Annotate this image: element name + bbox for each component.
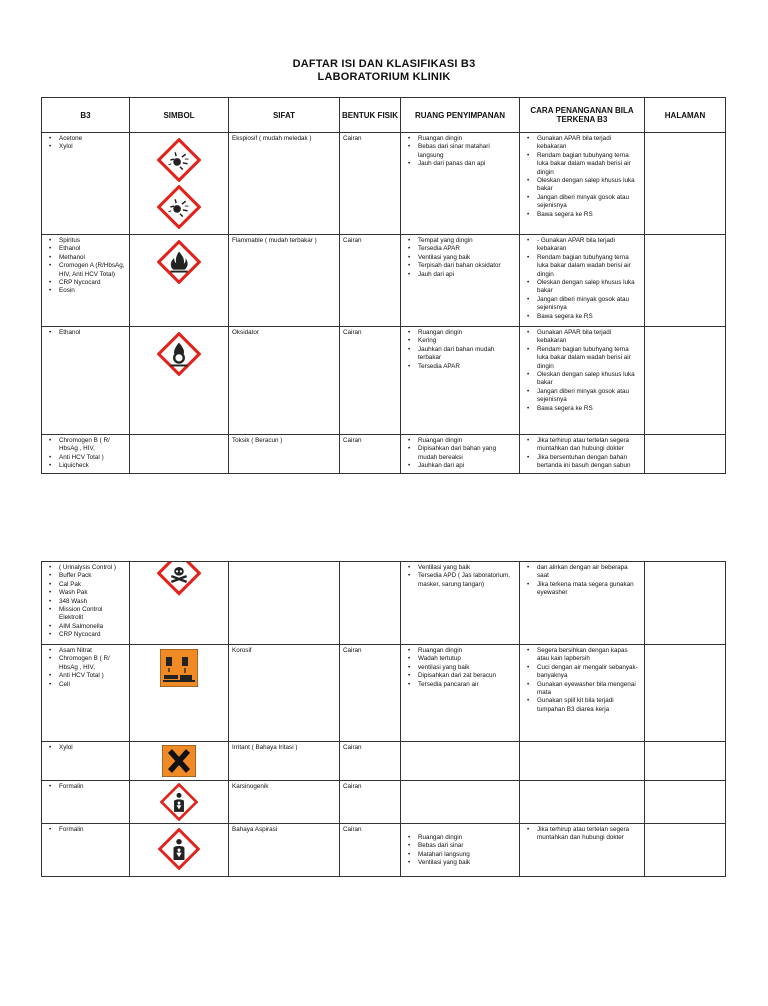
ruang-item: • Jauhkan dari bahan mudah terbakar [412, 346, 516, 363]
cara-item: • Rendam bagian tubuhyang terna luka bakar dalam wadah berisi air dingin [531, 346, 641, 371]
ruang-item: • Ruangan dingin [412, 135, 516, 143]
b3-item: • Anti HCV Total ) [53, 454, 126, 462]
b3-item: • Methanol [53, 254, 126, 262]
cara-item: • Bawa segera ke RS [531, 211, 641, 219]
explosive-icon [157, 185, 201, 229]
ruang-item: • Tersedia APD ( Jas laboratorium, masker, sarung tangan) [412, 572, 516, 589]
b3-item: • Cal Pak [53, 581, 126, 589]
halaman-cell [645, 645, 726, 742]
corrosive-icon [160, 649, 198, 687]
cara-item: • Bawa segera ke RS [531, 405, 641, 413]
bentuk-cell: Cairan [340, 824, 401, 877]
b3-item: • Mission Control Elektrolit [53, 606, 126, 623]
b3-item: • Wash Pak [53, 589, 126, 597]
table-row [42, 645, 726, 742]
sifat-cell [229, 562, 340, 645]
b3-item: • Ethanol [53, 329, 126, 337]
bentuk-cell: Cairan [340, 645, 401, 742]
b3-item: • Formalin [53, 783, 126, 791]
explosive-icon [157, 138, 201, 182]
table-row [42, 824, 726, 877]
cara-item: • Jika terkena mata segera gunakan eyewasher [531, 581, 641, 598]
col-header-cara: CARA PENANGANAN BILA TERKENA B3 [520, 98, 645, 133]
halaman-cell [645, 235, 726, 327]
ruang-item: • Ventilasi yang baik [412, 564, 516, 572]
cara-item: • Oleskan dengan salep khusus luka bakar [531, 177, 641, 194]
health-hazard-icon [158, 828, 200, 870]
ruang-item: • Jauh dari panas dan api [412, 160, 516, 168]
table-row [42, 327, 726, 435]
b3-item: • Chromogen B ( R/ HbsAg , HIV, [53, 437, 126, 454]
bentuk-cell: Cairan [340, 327, 401, 435]
cara-item: • Jika bersentuhan dengan bahan bertanda ini basuh dengan sabun [531, 454, 641, 471]
b3-item: • ( Urinalysis Control ) [53, 564, 126, 572]
ruang-item: • Terpisah dari bahan oksidator [412, 262, 516, 270]
b3-item: • Chromogen B ( R/ HbsAg , HIV, [53, 655, 126, 672]
cara-item: • Gunakan spill kit bila terjadi tumpahan B3 diarea kerja [531, 697, 641, 714]
ruang-item: • Bebas dari sinar matahari langsung [412, 143, 516, 160]
col-header-bentuk: BENTUK FISIK [340, 98, 401, 133]
document-subtitle: LABORATORIUM KLINIK [317, 71, 451, 83]
col-header-simbol: SIMBOL [130, 98, 229, 133]
b3-item: • Buffer Pack [53, 572, 126, 580]
cara-item: • Rendam bagian tubuhyang terna luka bakar dalam wadah berisi air dingin [531, 152, 641, 177]
ruang-item: • Tersedia APAR [412, 245, 516, 253]
b3-item: • Cell [53, 681, 126, 689]
bentuk-cell: Cairan [340, 781, 401, 824]
hazard-table-page1 [41, 97, 726, 474]
sifat-cell: Oksidator [229, 327, 340, 435]
b3-item: • 348 Wash [53, 598, 126, 606]
ruang-item: • Wadah tertutup [412, 655, 516, 663]
cara-item: • Bawa segera ke RS [531, 313, 641, 321]
cara-item: • Jika terhirup atau tertelan segera muntahkan dan hubungi dokter [531, 437, 641, 454]
table-row [42, 562, 726, 645]
irritant-icon [162, 745, 196, 777]
bentuk-cell: Cairan [340, 742, 401, 781]
cara-item: • Gunakan eyewasher bila mengenai mata [531, 681, 641, 698]
cara-item: • Jika terhirup atau tertelan segera muntahkan dan hubungi dokter [531, 826, 641, 843]
ruang-item: • Tempat yang dingin [412, 237, 516, 245]
table-row [42, 435, 726, 474]
b3-item: • Cromogen A (R/HbsAg, HIV, Anti HCV Total) [53, 262, 126, 279]
cara-item: • Jangan diberi minyak gosok atau sejenisnya [531, 296, 641, 313]
cara-item: • Gunakan APAR bila terjadi kebakaran [531, 135, 641, 152]
b3-item: • Formalin [53, 826, 126, 834]
table-header-row [42, 98, 726, 133]
toxic-icon [157, 562, 201, 596]
sifat-cell: Bahaya Aspirasi [229, 824, 340, 877]
halaman-cell [645, 824, 726, 877]
cara-item: • Segera bersihkan dengan kapas atau kain lapbersih [531, 647, 641, 664]
halaman-cell [645, 562, 726, 645]
b3-item: • Asam Nitrat [53, 647, 126, 655]
table-row [42, 742, 726, 781]
bentuk-cell: Cairan [340, 435, 401, 474]
ruang-item: • Kering [412, 337, 516, 345]
ruang-item: • Tersedia APAR [412, 363, 516, 371]
b3-item: • CRP Nycocard [53, 279, 126, 287]
ruang-item: • ventilasi yang baik [412, 664, 516, 672]
flammable-icon [157, 240, 201, 284]
sifat-cell: Ekspiosif ( mudah meledak ) [229, 133, 340, 235]
ruang-item: • Ruangan dingin [412, 437, 516, 445]
b3-item: • Eosin [53, 287, 126, 295]
bentuk-cell: Cairan [340, 235, 401, 327]
ruang-item: • Ruangan dingin [412, 329, 516, 337]
cara-item: • - Gunakan APAR bila terjadi kebakaran [531, 237, 641, 254]
ruang-item: • Dipisahkan dari bahan yang mudah bereaksi [412, 445, 516, 462]
cara-item: • Oleskan dengan salep khusus luka bakar [531, 279, 641, 296]
cara-item: • Gunakan APAR bila terjadi kebakaran [531, 329, 641, 346]
sifat-cell: Toksik ( Beracun ) [229, 435, 340, 474]
halaman-cell [645, 781, 726, 824]
sifat-cell: Korosif [229, 645, 340, 742]
b3-item: • Xylol [53, 143, 126, 151]
halaman-cell [645, 435, 726, 474]
ruang-item: • Tersedia pancaran air [412, 681, 516, 689]
cara-item: • Jangan diberi minyak gosok atau sejenisnya [531, 388, 641, 405]
health-hazard-icon [160, 783, 198, 821]
b3-item: • Anti HCV Total ) [53, 672, 126, 680]
hazard-table-page2 [41, 561, 726, 877]
halaman-cell [645, 133, 726, 235]
ruang-item: • Dipisahkan dari zat beracun [412, 672, 516, 680]
table-row [42, 235, 726, 327]
cara-item: • dan alirkan dengan air beberapa saat [531, 564, 641, 581]
sifat-cell: Irritant ( Bahaya Iritasi ) [229, 742, 340, 781]
table-row [42, 133, 726, 235]
col-header-sifat: SIFAT [229, 98, 340, 133]
b3-item: • Spiritus [53, 237, 126, 245]
cara-item: • Cuci dengan air mengalir sebanyak-banyaknya [531, 664, 641, 681]
ruang-item: • Ruangan dingin [412, 834, 516, 842]
ruang-item: • Ruangan dingin [412, 647, 516, 655]
ruang-item: • Bebas dari sinar [412, 842, 516, 850]
table-row [42, 781, 726, 824]
bentuk-cell [340, 562, 401, 645]
b3-item: • Liquicheck [53, 462, 126, 470]
b3-item: • CRP Nycocard [53, 631, 126, 639]
b3-item: • Ethanol [53, 245, 126, 253]
ruang-item: • Ventilasi yang baik [412, 859, 516, 867]
halaman-cell [645, 742, 726, 781]
col-header-b3: B3 [42, 98, 130, 133]
b3-item: • Acetone [53, 135, 126, 143]
ruang-item: • Jauhkan dari api [412, 462, 516, 470]
bentuk-cell: Cairan [340, 133, 401, 235]
document-title: DAFTAR ISI DAN KLASIFIKASI B3 [292, 58, 476, 70]
sifat-cell: Karsinogenik [229, 781, 340, 824]
oxidizer-icon [157, 332, 201, 376]
col-header-halaman: HALAMAN [645, 98, 726, 133]
b3-item: • Xylol [53, 744, 126, 752]
cara-item: • Oleskan dengan salep khusus luka bakar [531, 371, 641, 388]
sifat-cell: Flammable ( mudah terbakar ) [229, 235, 340, 327]
ruang-item: • Jauh dari api [412, 271, 516, 279]
ruang-item: • Matahari langsung [412, 851, 516, 859]
halaman-cell [645, 327, 726, 435]
cara-item: • Rendam bagian tubuhyang terna luka bakar dalam wadah berisi air dingin [531, 254, 641, 279]
col-header-ruang: RUANG PENYIMPANAN [401, 98, 520, 133]
cara-item: • Jangan diberi minyak gosok atau sejenisnya [531, 194, 641, 211]
b3-item: • AIM Salmonella [53, 623, 126, 631]
ruang-item: • Ventilasi yang baik [412, 254, 516, 262]
